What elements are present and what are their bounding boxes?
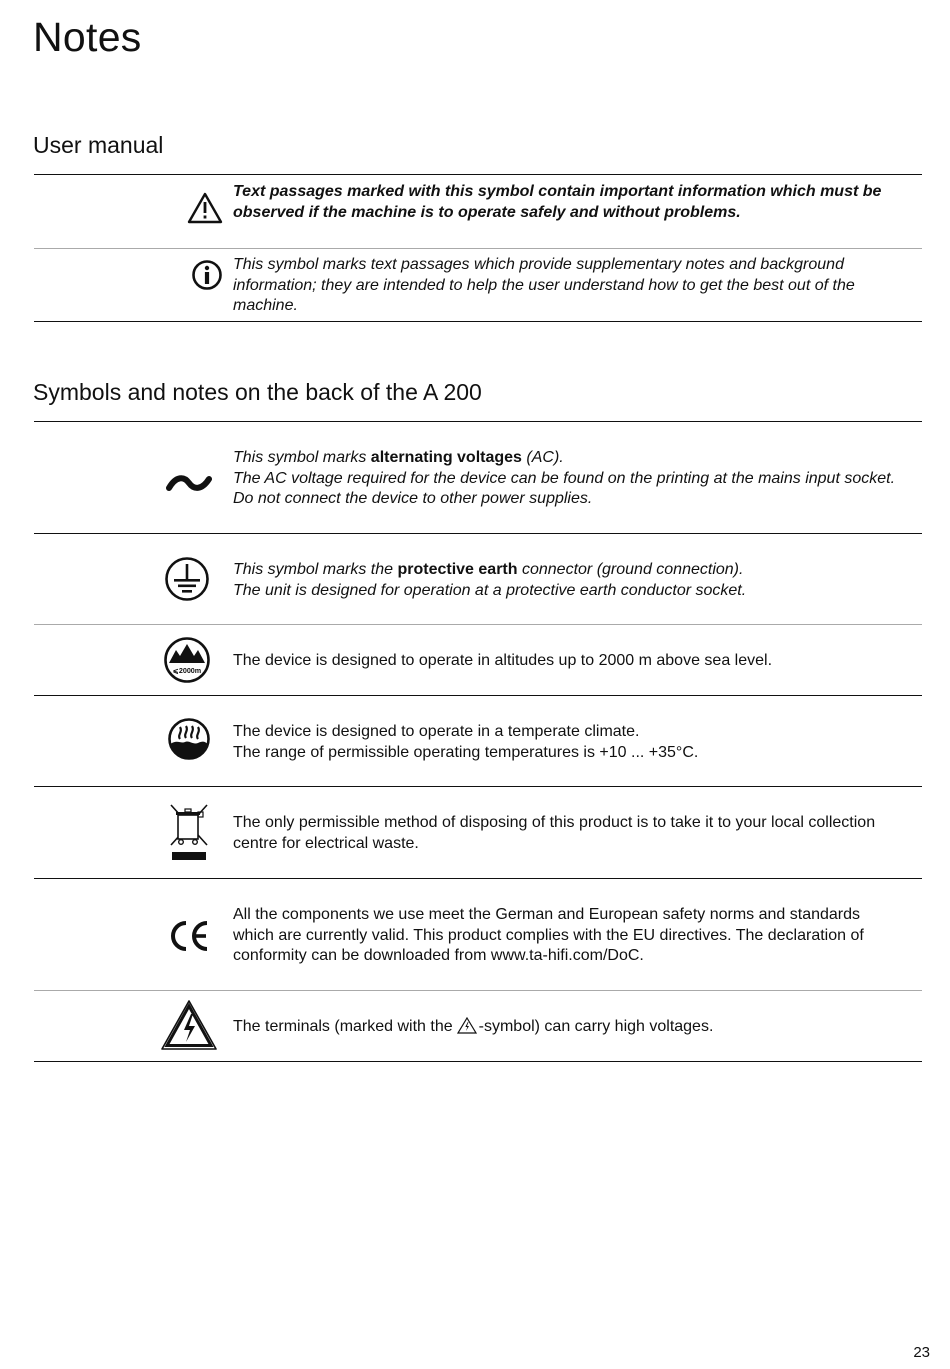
page-number: 23 bbox=[913, 1344, 930, 1361]
altitude-note-text: The device is designed to operate in altitudes up to 2000 m above sea level. bbox=[233, 652, 773, 669]
divider bbox=[34, 248, 922, 249]
divider bbox=[34, 878, 922, 879]
earth-note-text: This symbol marks the protective earth connector (ground connection). The unit is designed for operation at a protective earth conductor socket. bbox=[233, 561, 747, 599]
altitude-icon bbox=[132, 636, 242, 684]
high-voltage-icon bbox=[134, 998, 244, 1052]
info-note-text: This symbol marks text passages which provide supplementary notes and background information; they are intended to help the user understand how to get the best out of the machine. bbox=[233, 256, 855, 314]
divider bbox=[34, 533, 922, 534]
page-title: Notes bbox=[33, 14, 142, 60]
divider bbox=[34, 695, 922, 696]
ce-note-text: All the components we use meet the German and European safety norms and standards which are currently valid. This product complies with the EU directives. The declaration of conformity can be downloaded from www.ta-hifi.com/DoC. bbox=[233, 906, 864, 964]
weee-note-text: The only permissible method of disposing of this product is to take it to your local collection centre for electrical waste. bbox=[233, 814, 876, 852]
divider bbox=[34, 624, 922, 625]
divider bbox=[34, 990, 922, 991]
weee-bin-icon bbox=[134, 803, 244, 863]
divider bbox=[34, 421, 922, 422]
ac-note-text: This symbol marks alternating voltages (AC). The AC voltage required for the device can be found on the printing at the mains input socket. Do not connect the device to other power supplies. bbox=[233, 449, 896, 507]
high-voltage-note-text: The terminals (marked with the -symbol) can carry high voltages. bbox=[233, 1017, 903, 1041]
divider bbox=[34, 786, 922, 787]
ce-mark-icon bbox=[134, 918, 244, 954]
divider bbox=[34, 321, 922, 322]
high-voltage-inline-icon bbox=[457, 1017, 477, 1041]
climate-icon bbox=[134, 717, 244, 761]
warning-note-text: Text passages marked with this symbol contain important information which must be observed if the machine is to operate safely and without problems. bbox=[233, 183, 882, 221]
ac-term: alternating voltages bbox=[370, 449, 522, 466]
divider bbox=[34, 174, 922, 175]
section-title-user-manual: User manual bbox=[33, 132, 164, 158]
altitude-icon-label: ⩽2000m bbox=[172, 666, 202, 675]
protective-earth-icon bbox=[132, 556, 242, 602]
ac-tilde-icon bbox=[134, 470, 244, 498]
section-title-back-symbols: Symbols and notes on the back of the A 200 bbox=[33, 379, 482, 405]
climate-note-text: The device is designed to operate in a temperate climate. The range of permissible operating temperatures is +10 ... +35°C. bbox=[233, 723, 699, 761]
earth-term: protective earth bbox=[397, 561, 518, 578]
divider bbox=[34, 1061, 922, 1062]
